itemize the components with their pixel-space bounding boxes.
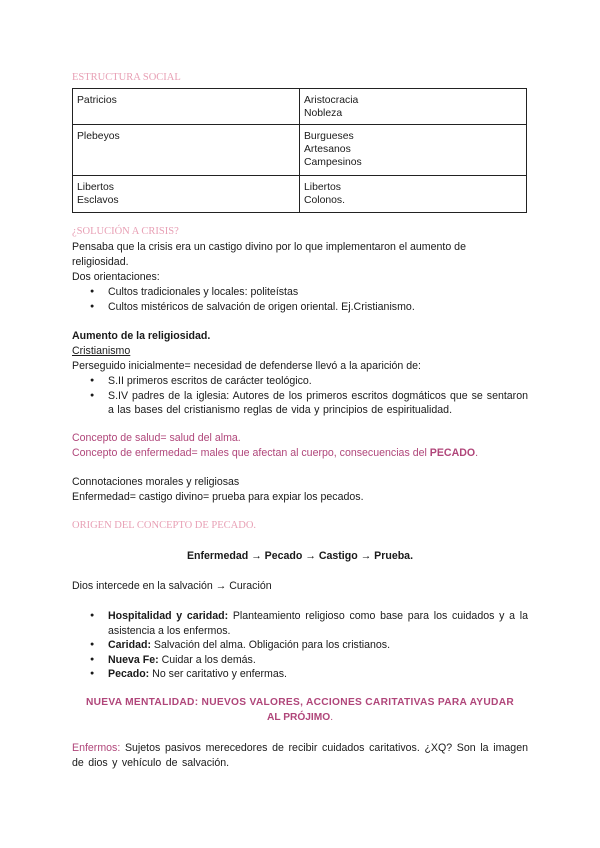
cristianismo-subheading-text: Cristianismo (72, 345, 131, 357)
origen-list (72, 609, 528, 682)
enfermos-label: Enfermos: (72, 742, 121, 754)
cell-line: Libertos (304, 182, 341, 193)
table-cell (300, 176, 527, 213)
bullet-text: Planteamiento religioso como base para los cuidados y a la asistencia a los enfermos. (108, 610, 528, 637)
orientaciones-list (72, 285, 528, 314)
bullet-term: Hospitalidad y caridad: (108, 610, 229, 622)
religiosidad-heading (72, 330, 210, 342)
bullet-text: Cuidar a los demás. (158, 653, 256, 666)
cell-line: Burgueses (304, 131, 354, 142)
mentalidad-heading-bold: AL PRÓJIMO (266, 712, 331, 723)
cell-line: Nobleza (304, 108, 343, 119)
cell-line: Colonos. (304, 195, 346, 206)
concepto-enfermedad-end: . (475, 447, 479, 459)
list-item: ● S.IV padres de la iglesia: Autores de los primeros escritos dogmáticos que se sentaron a las bases del cristianismo reglas de vida y principios de espiritualidad. (72, 389, 528, 418)
mentalidad-heading-line2 (72, 712, 528, 723)
section-title-estructura-social: ESTRUCTURA SOCIAL (72, 72, 181, 83)
list-item: ● Cultos tradicionales y locales: politeístas (72, 285, 528, 300)
list-item (72, 638, 528, 653)
section-title-solucion: ¿SOLUCIÓN A CRISIS? (72, 226, 179, 237)
enfermos-paragraph (72, 741, 528, 771)
mentalidad-heading-line1: NUEVA MENTALIDAD: NUEVOS VALORES, ACCIONES CARITATIVAS PARA AYUDAR (85, 697, 515, 708)
table-cell (300, 125, 527, 176)
mentalidad-heading-tail: . (330, 712, 334, 723)
table-row (73, 89, 527, 125)
section-title-origen: ORIGEN DEL CONCEPTO DE PECADO. (72, 520, 257, 531)
table-cell (300, 89, 527, 125)
list-item: ● Cultos mistéricos de salvación de origen oriental. Ej.Cristianismo. (72, 300, 528, 315)
cell-line: Artesanos (304, 144, 351, 155)
bullet-text: No ser caritativo y enfermas. (149, 668, 287, 681)
solucion-paragraph-line1: Pensaba que la crisis era un castigo divino por lo que implementaron el aumento de (72, 241, 466, 253)
connotaciones-line1: Connotaciones morales y religiosas (72, 476, 240, 488)
causal-chain-text: Enfermedad → Pecado → Castigo → Prueba. (186, 550, 414, 562)
list-item: ● S.II primeros escritos de carácter teológico. (72, 374, 528, 389)
cell-line: Libertos (77, 182, 114, 193)
concepto-salud: Concepto de salud= salud del alma. (72, 432, 241, 444)
bullet-text: Salvación del alma. Obligación para los cristianos. (150, 639, 391, 652)
list-item (72, 667, 528, 682)
concepto-enfermedad (72, 447, 478, 459)
table-cell (73, 125, 300, 176)
causal-chain (72, 550, 528, 562)
list-item (72, 609, 528, 638)
solucion-paragraph-line2: religiosidad. (72, 256, 129, 268)
cristianismo-subheading (72, 345, 130, 357)
table-row (73, 125, 527, 176)
religiosidad-intro: Perseguido inicialmente= necesidad de defenderse llevó a la aparición de: (72, 360, 421, 372)
religiosidad-heading-text: Aumento de la religiosidad. (72, 330, 211, 342)
enfermos-text: Sujetos pasivos merecedores de recibir cuidados caritativos. ¿XQ? Son la imagen de dios y vehículo de salvación. (72, 742, 528, 769)
pecado-emphasis: PECADO (429, 447, 476, 459)
table-row (73, 176, 527, 213)
cell-line: Plebeyos (77, 131, 120, 142)
cell-line: Campesinos (304, 157, 362, 168)
connotaciones-line2: Enfermedad= castigo divino= prueba para expiar los pecados. (72, 491, 364, 503)
dos-orientaciones: Dos orientaciones: (72, 271, 160, 283)
list-item (72, 653, 528, 668)
cell-line: Esclavos (77, 195, 119, 206)
cell-line: Aristocracia (304, 95, 359, 106)
cell-line: Patricios (77, 95, 117, 106)
bullet-term: Nueva Fe: (108, 653, 159, 666)
concepto-enfermedad-text: Concepto de enfermedad= males que afectan al cuerpo, consecuencias del (72, 447, 430, 459)
table-cell (73, 89, 300, 125)
religiosidad-list (72, 374, 528, 418)
table-cell (73, 176, 300, 213)
bullet-term: Pecado: (108, 668, 150, 681)
social-structure-table (72, 88, 527, 213)
intercede-line: Dios intercede en la salvación → Curación (72, 580, 272, 592)
bullet-term: Caridad: (108, 639, 151, 652)
